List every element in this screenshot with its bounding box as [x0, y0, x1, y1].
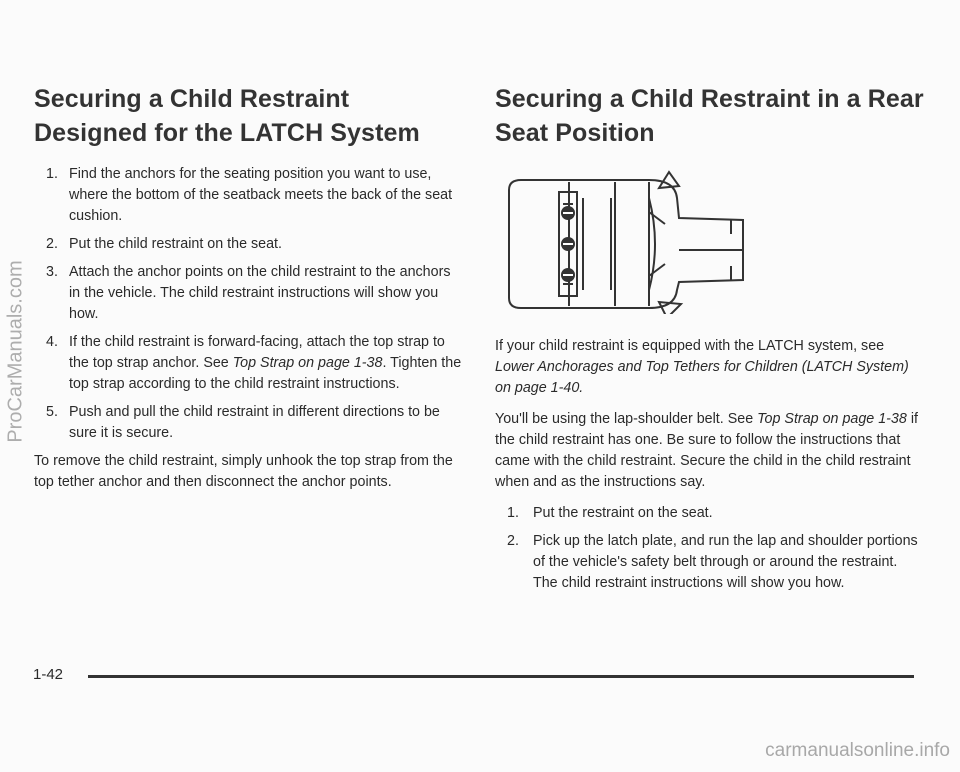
paragraph-text: You'll be using the lap-shoulder belt. See	[495, 411, 758, 427]
paragraph-text: If your child restraint is equipped with the LATCH system, see	[495, 338, 885, 354]
list-item	[34, 234, 464, 255]
list-item	[495, 503, 925, 524]
step-number: 2.	[46, 236, 58, 252]
remove-restraint-paragraph: To remove the child restraint, simply unhook the top strap from the top tether anchor and then disconnect the anchor points.	[34, 453, 453, 490]
rear-seat-vehicle-illustration	[499, 168, 759, 314]
step-text: Push and pull the child restraint in different directions to be sure it is secure.	[69, 404, 440, 441]
list-item	[34, 164, 464, 227]
step-number: 1.	[46, 166, 58, 182]
cross-reference-link[interactable]: Lower Anchorages and Top Tethers for Children (LATCH System) on page 1-40.	[495, 359, 909, 396]
paragraph-text: if the child restraint has one. Be sure to follow the instructions that came with the child restraint. Secure the child in the child restraint when and as the instructions say.	[495, 411, 918, 490]
lap-shoulder-paragraph	[495, 409, 925, 493]
step-number: 3.	[46, 264, 58, 280]
right-heading: Securing a Child Restraint in a Rear Seat Position	[495, 85, 924, 147]
step-number: 2.	[507, 533, 519, 549]
list-item	[34, 262, 464, 325]
list-item	[34, 332, 464, 395]
cross-reference-link[interactable]: Top Strap on page 1-38	[757, 411, 907, 427]
latch-steps-list	[34, 164, 464, 444]
footer-divider	[88, 675, 914, 678]
step-number: 4.	[46, 334, 58, 350]
rear-seat-text	[495, 336, 925, 594]
step-text: Put the child restraint on the seat.	[69, 236, 282, 252]
right-column	[495, 82, 925, 601]
page-number: 1-42	[33, 666, 64, 683]
vehicle-top-view-icon	[499, 168, 759, 314]
step-number: 1.	[507, 505, 519, 521]
step-text: Pick up the latch plate, and run the lap and shoulder portions of the vehicle's safety belt through or around the restraint. The child restraint instructions will show you how.	[533, 533, 918, 591]
step-text: . Tighten the top strap according to the child restraint instructions.	[69, 355, 462, 392]
latch-reference-paragraph	[495, 336, 925, 399]
left-heading: Securing a Child Restraint Designed for the LATCH System	[34, 85, 420, 147]
left-column	[34, 82, 464, 493]
step-text: Put the restraint on the seat.	[533, 505, 713, 521]
side-watermark: ProCarManuals.com	[4, 260, 27, 443]
step-text: Attach the anchor points on the child restraint to the anchors in the vehicle. The child restraint instructions will show you how.	[69, 264, 451, 322]
list-item	[495, 531, 925, 594]
list-item	[34, 402, 464, 444]
cross-reference-link[interactable]: Top Strap on page 1-38	[232, 355, 383, 371]
step-number: 5.	[46, 404, 58, 420]
rear-seat-steps-list	[495, 503, 925, 594]
step-text: If the child restraint is forward-facing, attach the top strap to the top strap anchor. See	[69, 334, 445, 371]
bottom-watermark: carmanualsonline.info	[765, 740, 950, 761]
step-text: Find the anchors for the seating position you want to use, where the bottom of the seatback meets the back of the seat cushion.	[69, 166, 453, 224]
